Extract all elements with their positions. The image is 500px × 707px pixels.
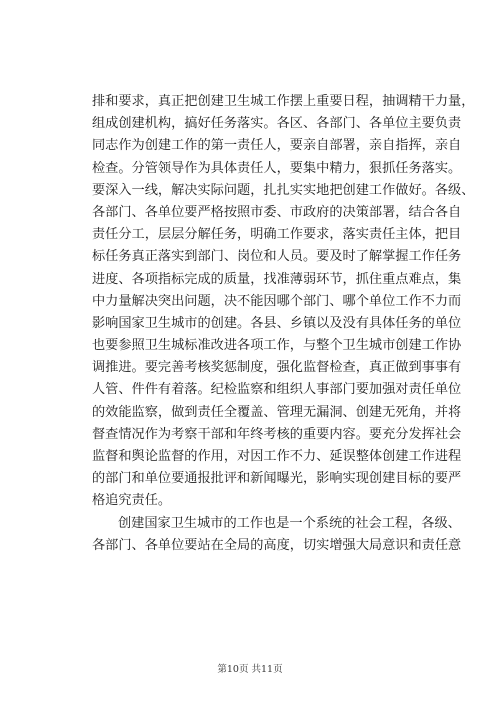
text-line: 监督和舆论监督的作用，对因工作不力、延误整体创建工作进程 [92,449,462,464]
page-number-footer: 第10页 共11页 [217,664,283,675]
text-line: 各部门、各单位要严格按照市委、市政府的决策部署，结合各自 [92,204,462,220]
text-line: 调推进。要完善考核奖惩制度，强化监督检查，真正做到事事有 [92,360,462,376]
text-line: 标任务真正落实到部门、岗位和人员。要及时了解掌握工作任务 [92,249,462,265]
text-line-paragraph-end: 格追究责任。 [92,493,172,509]
text-line: 人管、件件有着落。纪检监察和组织人事部门要加强对责任单位 [92,382,462,398]
text-line: 检查。分管领导作为具体责任人，要集中精力，狠抓任务落实。 [92,160,462,176]
text-line: 进度、各项指标完成的质量，找准薄弱环节，抓住重点难点，集 [92,271,462,287]
text-line: 各部门、各单位要站在全局的高度，切实增强大局意识和责任意 [92,537,462,553]
text-line: 的部门和单位要通报批评和新闻曝光，影响实现创建目标的要严 [92,471,462,487]
text-line: 组成创建机构，搞好任务落实。各区、各部门、各单位主要负责 [92,116,462,132]
text-line: 影响国家卫生城市的创建。各县、乡镇以及没有具体任务的单位 [92,315,462,331]
text-line-paragraph-start: 创建国家卫生城市的工作也是一个系统的社会工程，各级、 [118,515,461,531]
text-line: 也要参照卫生城标准改进各项工作，与整个卫生城市创建工作协 [92,338,462,354]
text-line: 要深入一线，解决实际问题，扎扎实实地把创建工作做好。各级、 [92,182,475,198]
text-line: 中力量解决突出问题，决不能因哪个部门、哪个单位工作不力而 [92,293,462,309]
text-line: 的效能监察，做到责任全覆盖、管理无漏洞、创建无死角，并将 [92,404,462,420]
text-line: 督查情况作为考察干部和年终考核的重要内容。要充分发挥社会 [92,426,462,442]
text-line: 责任分工，层层分解任务，明确工作要求，落实责任主体，把目 [92,227,462,243]
text-line: 排和要求，真正把创建卫生城工作摆上重要日程，抽调精干力量， [92,94,475,109]
text-line: 同志作为创建工作的第一责任人，要亲自部署，亲自指挥，亲自 [92,138,462,154]
document-body [92,91,475,557]
